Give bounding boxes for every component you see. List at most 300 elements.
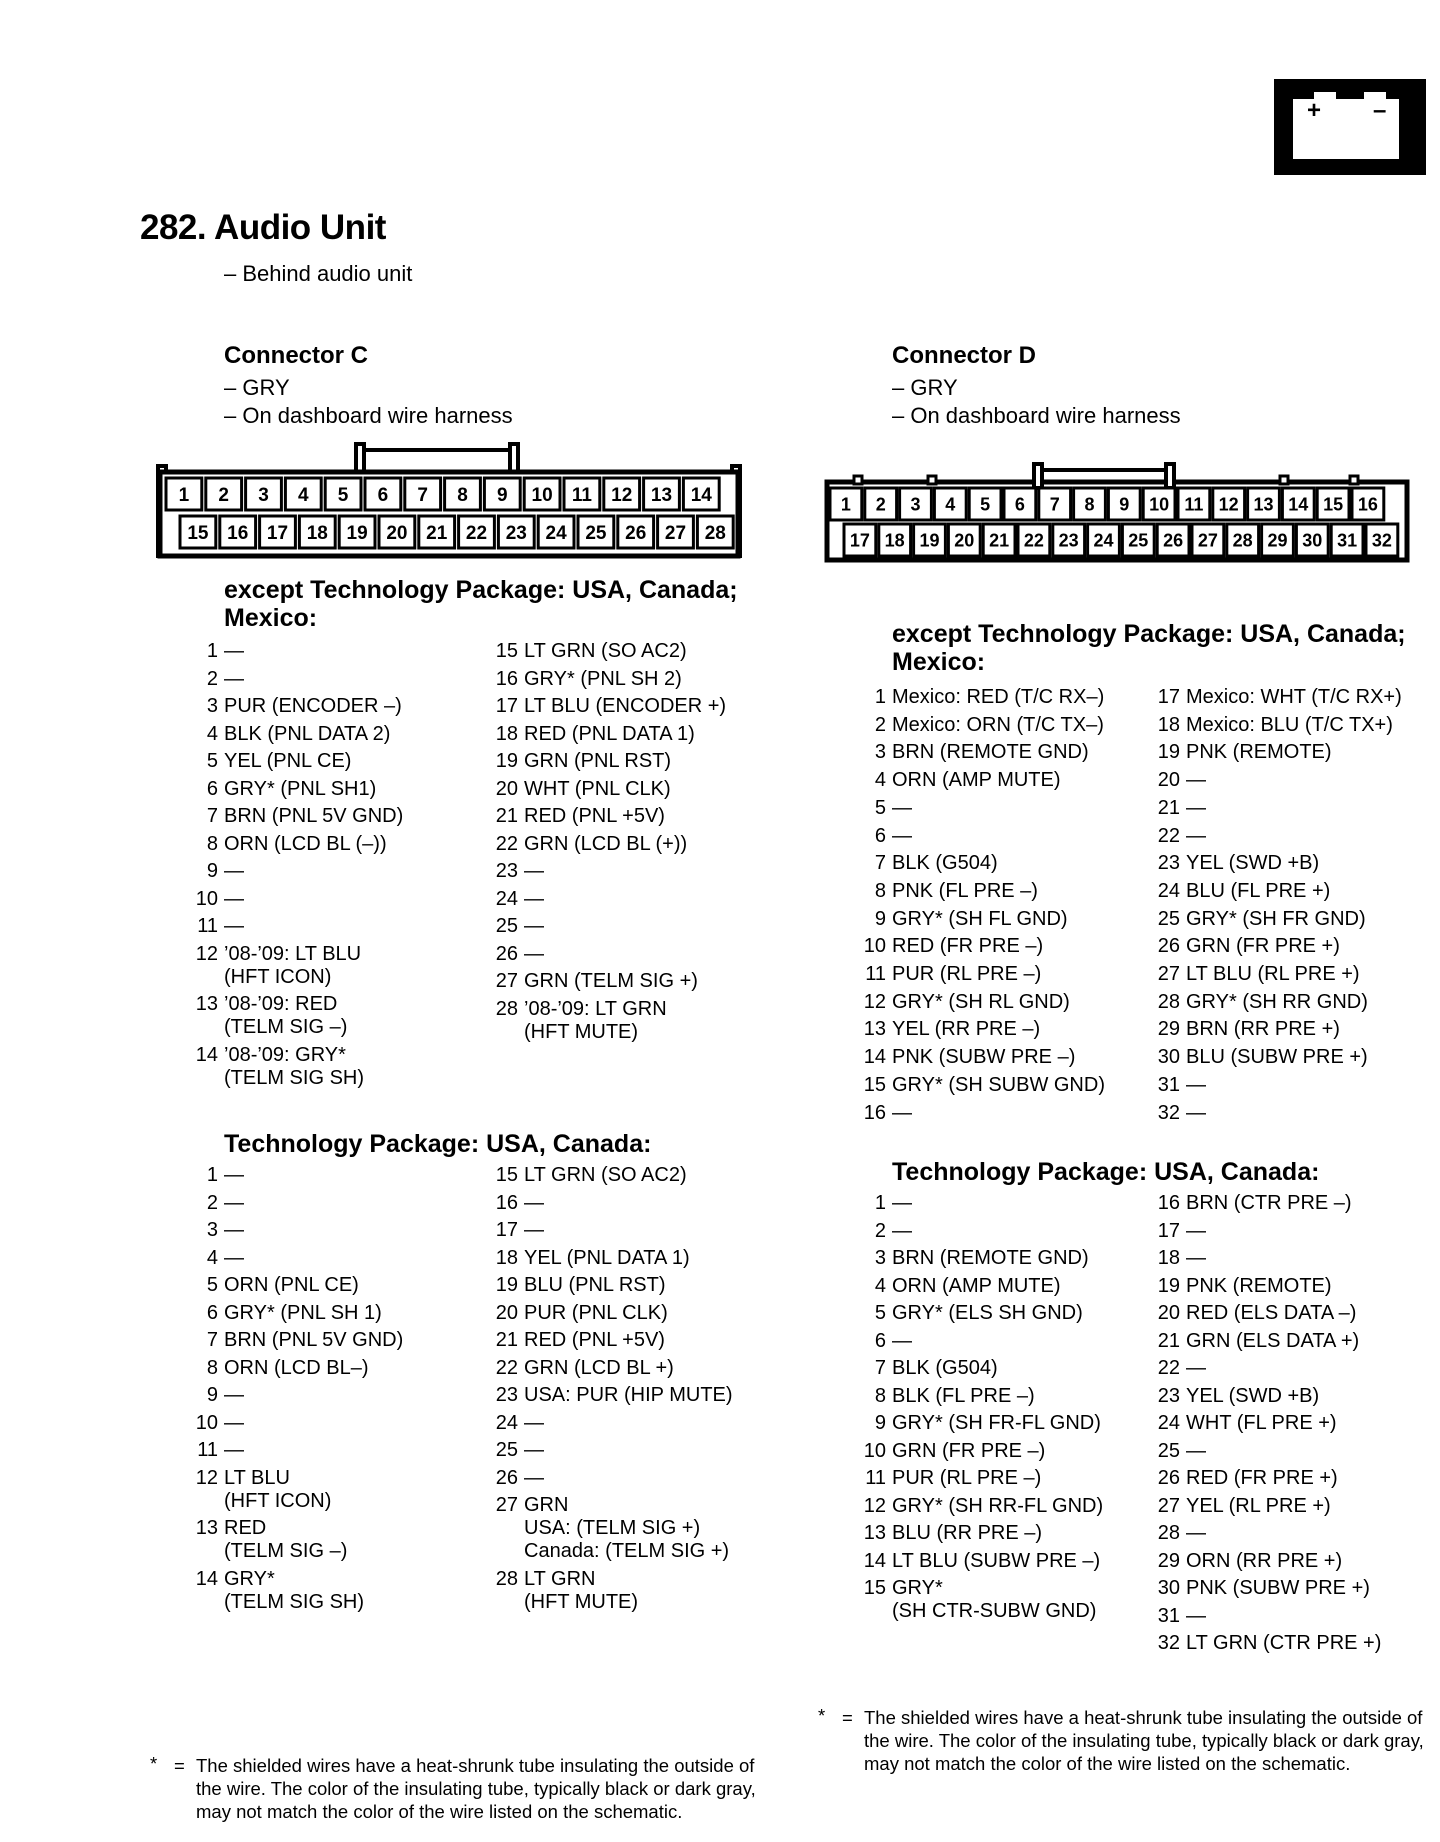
pin-number: 12: [863, 1494, 886, 1517]
pin-label: 28: [704, 522, 726, 544]
footnote-star: *: [818, 1705, 826, 1726]
pin-wire: LT GRN (SO AC2): [524, 640, 687, 662]
pin-number: 24: [1157, 1412, 1180, 1434]
pin-number: 20: [495, 1301, 518, 1324]
pin-number: 26: [1157, 935, 1180, 958]
pin-wire: LT BLU (RL PRE +): [1186, 963, 1360, 985]
pin-wire: YEL (PNL DATA 1): [524, 1246, 690, 1269]
pin-label: 15: [187, 522, 209, 544]
pin-number: 27: [1157, 1494, 1180, 1517]
pin-number: 22: [495, 1356, 518, 1379]
pin-number: 21: [495, 805, 518, 827]
pin-wire: —: [892, 1329, 912, 1352]
pin-number: 3: [874, 741, 886, 764]
pin-wire: —: [224, 915, 244, 937]
pin-number: 31: [1157, 1073, 1180, 1096]
pin-number: 23: [495, 860, 518, 882]
pin-wire: —: [1186, 1247, 1206, 1269]
pin-wire: BRN (CTR PRE –): [1186, 1192, 1352, 1214]
pin-number: 5: [206, 1274, 218, 1296]
connector-d-footnote: [818, 1704, 1438, 1804]
pin-number: 18: [495, 722, 518, 745]
pin-label: 24: [1093, 530, 1114, 551]
pin-number: 26: [495, 1466, 518, 1489]
pin-wire: YEL (RR PRE –): [892, 1018, 1041, 1041]
pin-number: 2: [206, 1191, 218, 1214]
pin-label: 20: [954, 530, 975, 551]
pin-number: 29: [1157, 1549, 1180, 1572]
pin-number: 5: [874, 796, 886, 819]
pin-wire: GRY* (SH FR-FL GND): [892, 1412, 1101, 1434]
pin-label: 3: [258, 484, 269, 506]
pin-wire: GRY* (PNL SH 2): [524, 667, 682, 690]
pin-number: 9: [874, 907, 886, 930]
pin-label: 25: [585, 522, 607, 544]
footnote-star: *: [150, 1753, 158, 1774]
pin-label: 18: [884, 530, 905, 551]
pin-label: 28: [1232, 530, 1253, 551]
pin-wire: RED (ELS DATA –): [1186, 1302, 1357, 1324]
pin-wire: ORN (PNL CE): [224, 1274, 359, 1296]
pin-number: 3: [206, 695, 218, 717]
pin-label: 22: [1023, 530, 1044, 551]
pin-number: 17: [1157, 1219, 1180, 1242]
pin-number: 32: [1157, 1101, 1180, 1124]
pin-number: 28: [1157, 990, 1180, 1013]
pin-number: 5: [206, 750, 218, 772]
pin-wire: —: [224, 667, 244, 690]
pin-wire: —: [1186, 824, 1206, 847]
pin-wire: ORN (AMP MUTE): [892, 1274, 1061, 1297]
pin-wire: BRN (PNL 5V GND): [224, 805, 404, 827]
pin-number: 21: [1157, 796, 1180, 819]
pin-number: 18: [495, 1246, 518, 1269]
pin-number: 24: [495, 887, 518, 910]
pin-number: 22: [1157, 1357, 1180, 1379]
pin-number: 13: [195, 993, 218, 1015]
pin-wire: GRY* (SH RL GND): [892, 990, 1070, 1013]
pin-wire: GRN (FR PRE +): [1186, 935, 1340, 958]
pin-label: 27: [664, 522, 687, 544]
pin-wire: —: [224, 1191, 244, 1214]
minus-icon: –: [1373, 97, 1387, 124]
pin-number: 23: [1157, 1384, 1180, 1407]
pin-wire: LT GRN (SO AC2): [524, 1164, 687, 1186]
pin-wire: ORN (AMP MUTE): [892, 769, 1061, 792]
pin-number: 3: [206, 1219, 218, 1241]
pin-label: 8: [1084, 494, 1095, 515]
page-title: 282. Audio Unit: [140, 208, 386, 247]
pin-label: 17: [849, 530, 870, 551]
connector-d-section1-title: except Technology Package: USA, Canada; Mexico:: [892, 620, 1406, 676]
pin-wire: —: [1186, 1101, 1206, 1124]
pin-label: 2: [218, 484, 229, 506]
pin-wire: BLK (G504): [892, 852, 998, 875]
pin-label: 31: [1337, 530, 1358, 551]
pin-number: 1: [206, 1164, 218, 1186]
pin-number: 2: [206, 667, 218, 690]
pin-wire: BLU (SUBW PRE +): [1186, 1046, 1368, 1069]
pin-wire: GRN (LCD BL (+)): [524, 832, 688, 855]
pin-number: 9: [206, 860, 218, 882]
pin-number: 20: [1157, 769, 1180, 792]
pin-number: 20: [1157, 1302, 1180, 1324]
pin-label: 19: [346, 522, 368, 544]
pin-number: 21: [1157, 1329, 1180, 1352]
pin-label: 15: [1323, 494, 1344, 515]
pin-label: 12: [1218, 494, 1239, 515]
pin-wire: —: [1186, 1439, 1206, 1462]
pin-wire: BLK (G504): [892, 1357, 998, 1379]
pin-number: 14: [195, 1567, 218, 1590]
pin-wire: YEL (SWD +B): [1186, 852, 1320, 875]
pin-number: 25: [1157, 1439, 1180, 1462]
pin-wire: Mexico: WHT (T/C RX+): [1186, 686, 1402, 708]
battery-icon: [1274, 79, 1426, 175]
pin-wire: GRY* (PNL SH1): [224, 777, 377, 800]
pin-label: 1: [178, 484, 190, 506]
pin-label: 22: [465, 522, 488, 544]
pin-number: 12: [195, 1466, 218, 1489]
pin-wire: USA: PUR (HIP MUTE): [524, 1384, 733, 1406]
pin-wire: PNK (REMOTE): [1186, 1274, 1332, 1297]
pin-label: 8: [457, 484, 468, 506]
footnote-text: The shielded wires have a heat-shrunk tube insulating the outside of the wire. The color of the insulating tube, typically black or dark gray, may not match the color of the wire listed on the schematic.: [196, 1755, 756, 1822]
pin-wire: ’08-’09: RED (TELM SIG –): [224, 993, 348, 1038]
pin-wire: LT BLU (SUBW PRE –): [892, 1549, 1101, 1572]
pin-wire: —: [524, 887, 544, 910]
pin-number: 9: [206, 1384, 218, 1406]
pin-number: 30: [1157, 1046, 1180, 1069]
pin-number: 30: [1157, 1577, 1180, 1599]
pin-label: 12: [611, 484, 633, 506]
pin-wire: —: [224, 1411, 244, 1434]
pin-wire: YEL (SWD +B): [1186, 1384, 1320, 1407]
pin-number: 8: [874, 1384, 886, 1407]
pin-wire: BLK (FL PRE –): [892, 1384, 1035, 1407]
pin-number: 14: [195, 1043, 218, 1066]
pin-wire: Mexico: BLU (T/C TX+): [1186, 713, 1393, 736]
pin-number: 16: [495, 667, 518, 690]
pin-wire: GRY* (SH RR-FL GND): [892, 1494, 1104, 1517]
pin-number: 1: [206, 640, 218, 662]
pin-number: 10: [195, 887, 218, 910]
pin-wire: BRN (REMOTE GND): [892, 741, 1089, 764]
pin-wire: —: [224, 640, 244, 662]
pin-number: 6: [874, 1329, 886, 1352]
pin-wire: LT BLU (ENCODER +): [524, 695, 727, 717]
pin-label: 17: [266, 522, 289, 544]
pin-wire: —: [1186, 796, 1206, 819]
pin-number: 21: [495, 1329, 518, 1351]
pin-wire: PUR (ENCODER –): [224, 695, 402, 717]
pin-wire: LT BLU (HFT ICON): [224, 1466, 332, 1512]
pin-number: 32: [1157, 1632, 1180, 1654]
pin-wire: —: [524, 860, 544, 882]
pin-wire: —: [1186, 1219, 1206, 1242]
connector-c-section2-left-list: [192, 1164, 472, 1624]
pin-label: 10: [531, 484, 553, 506]
pin-wire: —: [224, 887, 244, 910]
pin-label: 29: [1267, 530, 1288, 551]
pin-number: 8: [874, 879, 886, 902]
pin-number: 19: [1157, 741, 1180, 764]
pin-number: 13: [863, 1018, 886, 1041]
pin-number: 12: [195, 942, 218, 965]
pin-number: 25: [495, 1439, 518, 1461]
pin-wire: —: [1186, 1522, 1206, 1544]
pin-label: 13: [650, 484, 673, 506]
pin-number: 7: [874, 852, 886, 875]
pin-label: 9: [497, 484, 508, 506]
connector-c-harness: – On dashboard wire harness: [224, 403, 513, 428]
pin-label: 6: [377, 484, 389, 506]
connector-c-section2-right-list: [492, 1164, 772, 1624]
pin-number: 15: [495, 1164, 518, 1186]
pin-number: 24: [495, 1411, 518, 1434]
pin-label: 9: [1119, 494, 1130, 515]
pin-wire: GRY* (SH RR GND): [1186, 990, 1368, 1013]
pin-label: 27: [1197, 530, 1218, 551]
pin-wire: Mexico: ORN (T/C TX–): [892, 713, 1104, 736]
pin-wire: BLK (PNL DATA 2): [224, 722, 391, 745]
pin-wire: GRN (TELM SIG +): [524, 970, 698, 992]
pin-wire: PUR (RL PRE –): [892, 1467, 1042, 1489]
pin-wire: BRN (RR PRE +): [1186, 1018, 1340, 1041]
pin-number: 2: [874, 713, 886, 736]
pin-wire: ’08-’09: GRY* (TELM SIG SH): [224, 1043, 365, 1089]
pin-label: 4: [945, 494, 956, 515]
connector-d-section2-title: Technology Package: USA, Canada:: [892, 1158, 1320, 1186]
pin-wire: GRY* (SH CTR-SUBW GND): [892, 1577, 1097, 1622]
pin-number: 23: [495, 1384, 518, 1406]
pin-number: 19: [495, 750, 518, 772]
pin-number: 4: [874, 769, 886, 792]
pin-wire: —: [892, 796, 912, 819]
pin-number: 17: [1157, 686, 1180, 708]
pin-wire: GRN USA: (TELM SIG +) Canada: (TELM SIG +): [524, 1494, 730, 1562]
pin-number: 4: [206, 1246, 218, 1269]
connector-d-section1-left-list: [860, 686, 1160, 1146]
pin-number: 6: [206, 1301, 218, 1324]
pin-number: 16: [495, 1191, 518, 1214]
pin-wire: —: [224, 1384, 244, 1406]
pin-number: 6: [874, 824, 886, 847]
pin-label: 11: [1184, 494, 1204, 515]
pin-number: 17: [495, 695, 518, 717]
pin-number: 15: [495, 640, 518, 662]
pin-wire: RED (TELM SIG –): [224, 1517, 348, 1562]
pin-wire: GRN (FR PRE –): [892, 1439, 1046, 1462]
pin-wire: YEL (RL PRE +): [1186, 1494, 1331, 1517]
connector-d-section2-left-list: [860, 1192, 1160, 1652]
pin-number: 6: [206, 777, 218, 800]
pin-number: 20: [495, 777, 518, 800]
pin-wire: BRN (REMOTE GND): [892, 1247, 1089, 1269]
pin-number: 18: [1157, 713, 1180, 736]
pin-number: 17: [495, 1219, 518, 1241]
pin-wire: —: [524, 915, 544, 937]
pin-wire: —: [1186, 1604, 1206, 1627]
pin-wire: LT GRN (CTR PRE +): [1186, 1632, 1382, 1654]
pin-wire: GRY* (TELM SIG SH): [224, 1567, 365, 1613]
pin-label: 26: [625, 522, 647, 544]
connector-d-diagram: [824, 462, 1410, 564]
pin-label: 4: [298, 484, 309, 506]
pin-number: 4: [874, 1274, 886, 1297]
pin-number: 7: [206, 805, 218, 827]
pin-wire: GRN (PNL RST): [524, 750, 672, 772]
pin-number: 19: [1157, 1274, 1180, 1297]
pin-number: 14: [863, 1046, 886, 1069]
pin-wire: ORN (LCD BL (–)): [224, 832, 387, 855]
pin-label: 11: [571, 484, 592, 506]
pin-number: 16: [1157, 1192, 1180, 1214]
pin-wire: ’08-’09: LT GRN (HFT MUTE): [524, 997, 667, 1043]
pin-label: 14: [1288, 494, 1309, 515]
pin-wire: —: [524, 1439, 544, 1461]
connector-c-header: [224, 342, 513, 430]
pin-number: 14: [863, 1549, 886, 1572]
pin-label: 23: [505, 522, 527, 544]
connector-c-footnote: [150, 1752, 770, 1842]
pin-label: 32: [1371, 530, 1392, 551]
pin-number: 24: [1157, 879, 1180, 902]
pin-number: 8: [206, 832, 218, 855]
pin-number: 26: [1157, 1467, 1180, 1489]
pin-label: 16: [227, 522, 249, 544]
pin-number: 26: [495, 942, 518, 965]
connector-d-header: [892, 342, 1181, 430]
connector-c-section1-title: except Technology Package: USA, Canada; Mexico:: [224, 576, 738, 632]
pin-wire: Mexico: RED (T/C RX–): [892, 686, 1105, 708]
pin-number: 11: [197, 1439, 218, 1461]
connector-d-color: – GRY: [892, 375, 958, 400]
footnote-equals: =: [174, 1755, 185, 1776]
location-note: – Behind audio unit: [224, 261, 413, 286]
pin-wire: —: [224, 1439, 244, 1461]
pin-number: 5: [874, 1302, 886, 1324]
pin-wire: ORN (RR PRE +): [1186, 1549, 1343, 1572]
pin-wire: GRY* (PNL SH 1): [224, 1301, 382, 1324]
pin-wire: PNK (REMOTE): [1186, 741, 1332, 764]
connector-c-diagram: [156, 442, 742, 560]
pin-wire: —: [892, 1219, 912, 1242]
pin-wire: —: [224, 1246, 244, 1269]
pin-number: 15: [863, 1577, 886, 1599]
pin-number: 1: [874, 1192, 886, 1214]
pin-label: 5: [980, 494, 991, 515]
pin-number: 16: [863, 1101, 886, 1124]
pin-wire: —: [524, 1411, 544, 1434]
pin-number: 22: [1157, 824, 1180, 847]
pin-label: 7: [417, 484, 428, 506]
pin-number: 28: [495, 1567, 518, 1590]
pin-wire: PUR (PNL CLK): [524, 1301, 668, 1324]
pin-label: 6: [1014, 494, 1025, 515]
pin-number: 25: [495, 915, 518, 937]
pin-wire: BLU (RR PRE –): [892, 1522, 1043, 1544]
pin-number: 18: [1157, 1247, 1180, 1269]
pin-wire: GRY* (SH FL GND): [892, 907, 1068, 930]
pin-number: 7: [874, 1357, 886, 1379]
pin-label: 20: [386, 522, 408, 544]
connector-c-section1-right-list: [492, 640, 772, 1100]
pin-label: 25: [1128, 530, 1149, 551]
pin-wire: RED (FR PRE –): [892, 935, 1044, 958]
pin-number: 4: [206, 722, 218, 745]
pin-wire: RED (PNL +5V): [524, 805, 665, 827]
pin-number: 10: [863, 935, 886, 958]
pin-wire: —: [892, 824, 912, 847]
pin-wire: BRN (PNL 5V GND): [224, 1329, 404, 1351]
pin-wire: —: [892, 1101, 912, 1124]
pin-number: 28: [1157, 1522, 1180, 1544]
connector-d-section2-right-list: [1154, 1192, 1434, 1652]
pin-label: 7: [1049, 494, 1060, 515]
pin-wire: GRY* (SH SUBW GND): [892, 1073, 1105, 1096]
pin-number: 27: [495, 970, 518, 992]
pin-wire: —: [224, 860, 244, 882]
pin-wire: —: [224, 1219, 244, 1241]
pin-label: 10: [1149, 494, 1170, 515]
pin-number: 13: [863, 1522, 886, 1544]
pin-label: 26: [1163, 530, 1184, 551]
pin-label: 21: [989, 530, 1010, 551]
pin-number: 29: [1157, 1018, 1180, 1041]
pin-label: 21: [426, 522, 448, 544]
pin-label: 3: [910, 494, 921, 515]
pin-number: 11: [865, 1467, 886, 1489]
pin-number: 28: [495, 997, 518, 1020]
pin-number: 22: [495, 832, 518, 855]
pin-wire: RED (PNL +5V): [524, 1329, 665, 1351]
pin-number: 11: [197, 915, 218, 937]
pin-wire: WHT (FL PRE +): [1186, 1412, 1337, 1434]
pin-number: 10: [863, 1439, 886, 1462]
connector-c-section2-title: Technology Package: USA, Canada:: [224, 1130, 652, 1158]
pin-number: 31: [1157, 1604, 1180, 1627]
pin-number: 15: [863, 1073, 886, 1096]
footnote-equals: =: [842, 1707, 853, 1728]
pin-label: 19: [919, 530, 940, 551]
pin-wire: —: [1186, 1357, 1206, 1379]
pin-number: 25: [1157, 907, 1180, 930]
pin-wire: RED (PNL DATA 1): [524, 722, 695, 745]
pin-wire: GRN (ELS DATA +): [1186, 1329, 1360, 1352]
pin-number: 7: [206, 1329, 218, 1351]
connector-d-title: Connector D: [892, 342, 1036, 369]
pin-number: 8: [206, 1356, 218, 1379]
pin-label: 24: [545, 522, 567, 544]
pin-wire: YEL (PNL CE): [224, 750, 352, 772]
pin-number: 11: [865, 963, 886, 985]
pin-wire: BLU (PNL RST): [524, 1274, 666, 1296]
pin-wire: WHT (PNL CLK): [524, 777, 671, 800]
pin-wire: —: [524, 1466, 544, 1489]
pin-wire: ’08-’09: LT BLU (HFT ICON): [224, 942, 362, 988]
connector-d-harness: – On dashboard wire harness: [892, 403, 1181, 428]
pin-number: 10: [195, 1411, 218, 1434]
pin-label: 23: [1058, 530, 1079, 551]
pin-number: 12: [863, 990, 886, 1013]
pin-label: 2: [875, 494, 886, 515]
pin-wire: GRN (LCD BL +): [524, 1356, 674, 1379]
pin-label: 5: [337, 484, 349, 506]
pin-wire: —: [524, 1219, 544, 1241]
pin-label: 13: [1253, 494, 1274, 515]
pin-number: 1: [874, 686, 886, 708]
